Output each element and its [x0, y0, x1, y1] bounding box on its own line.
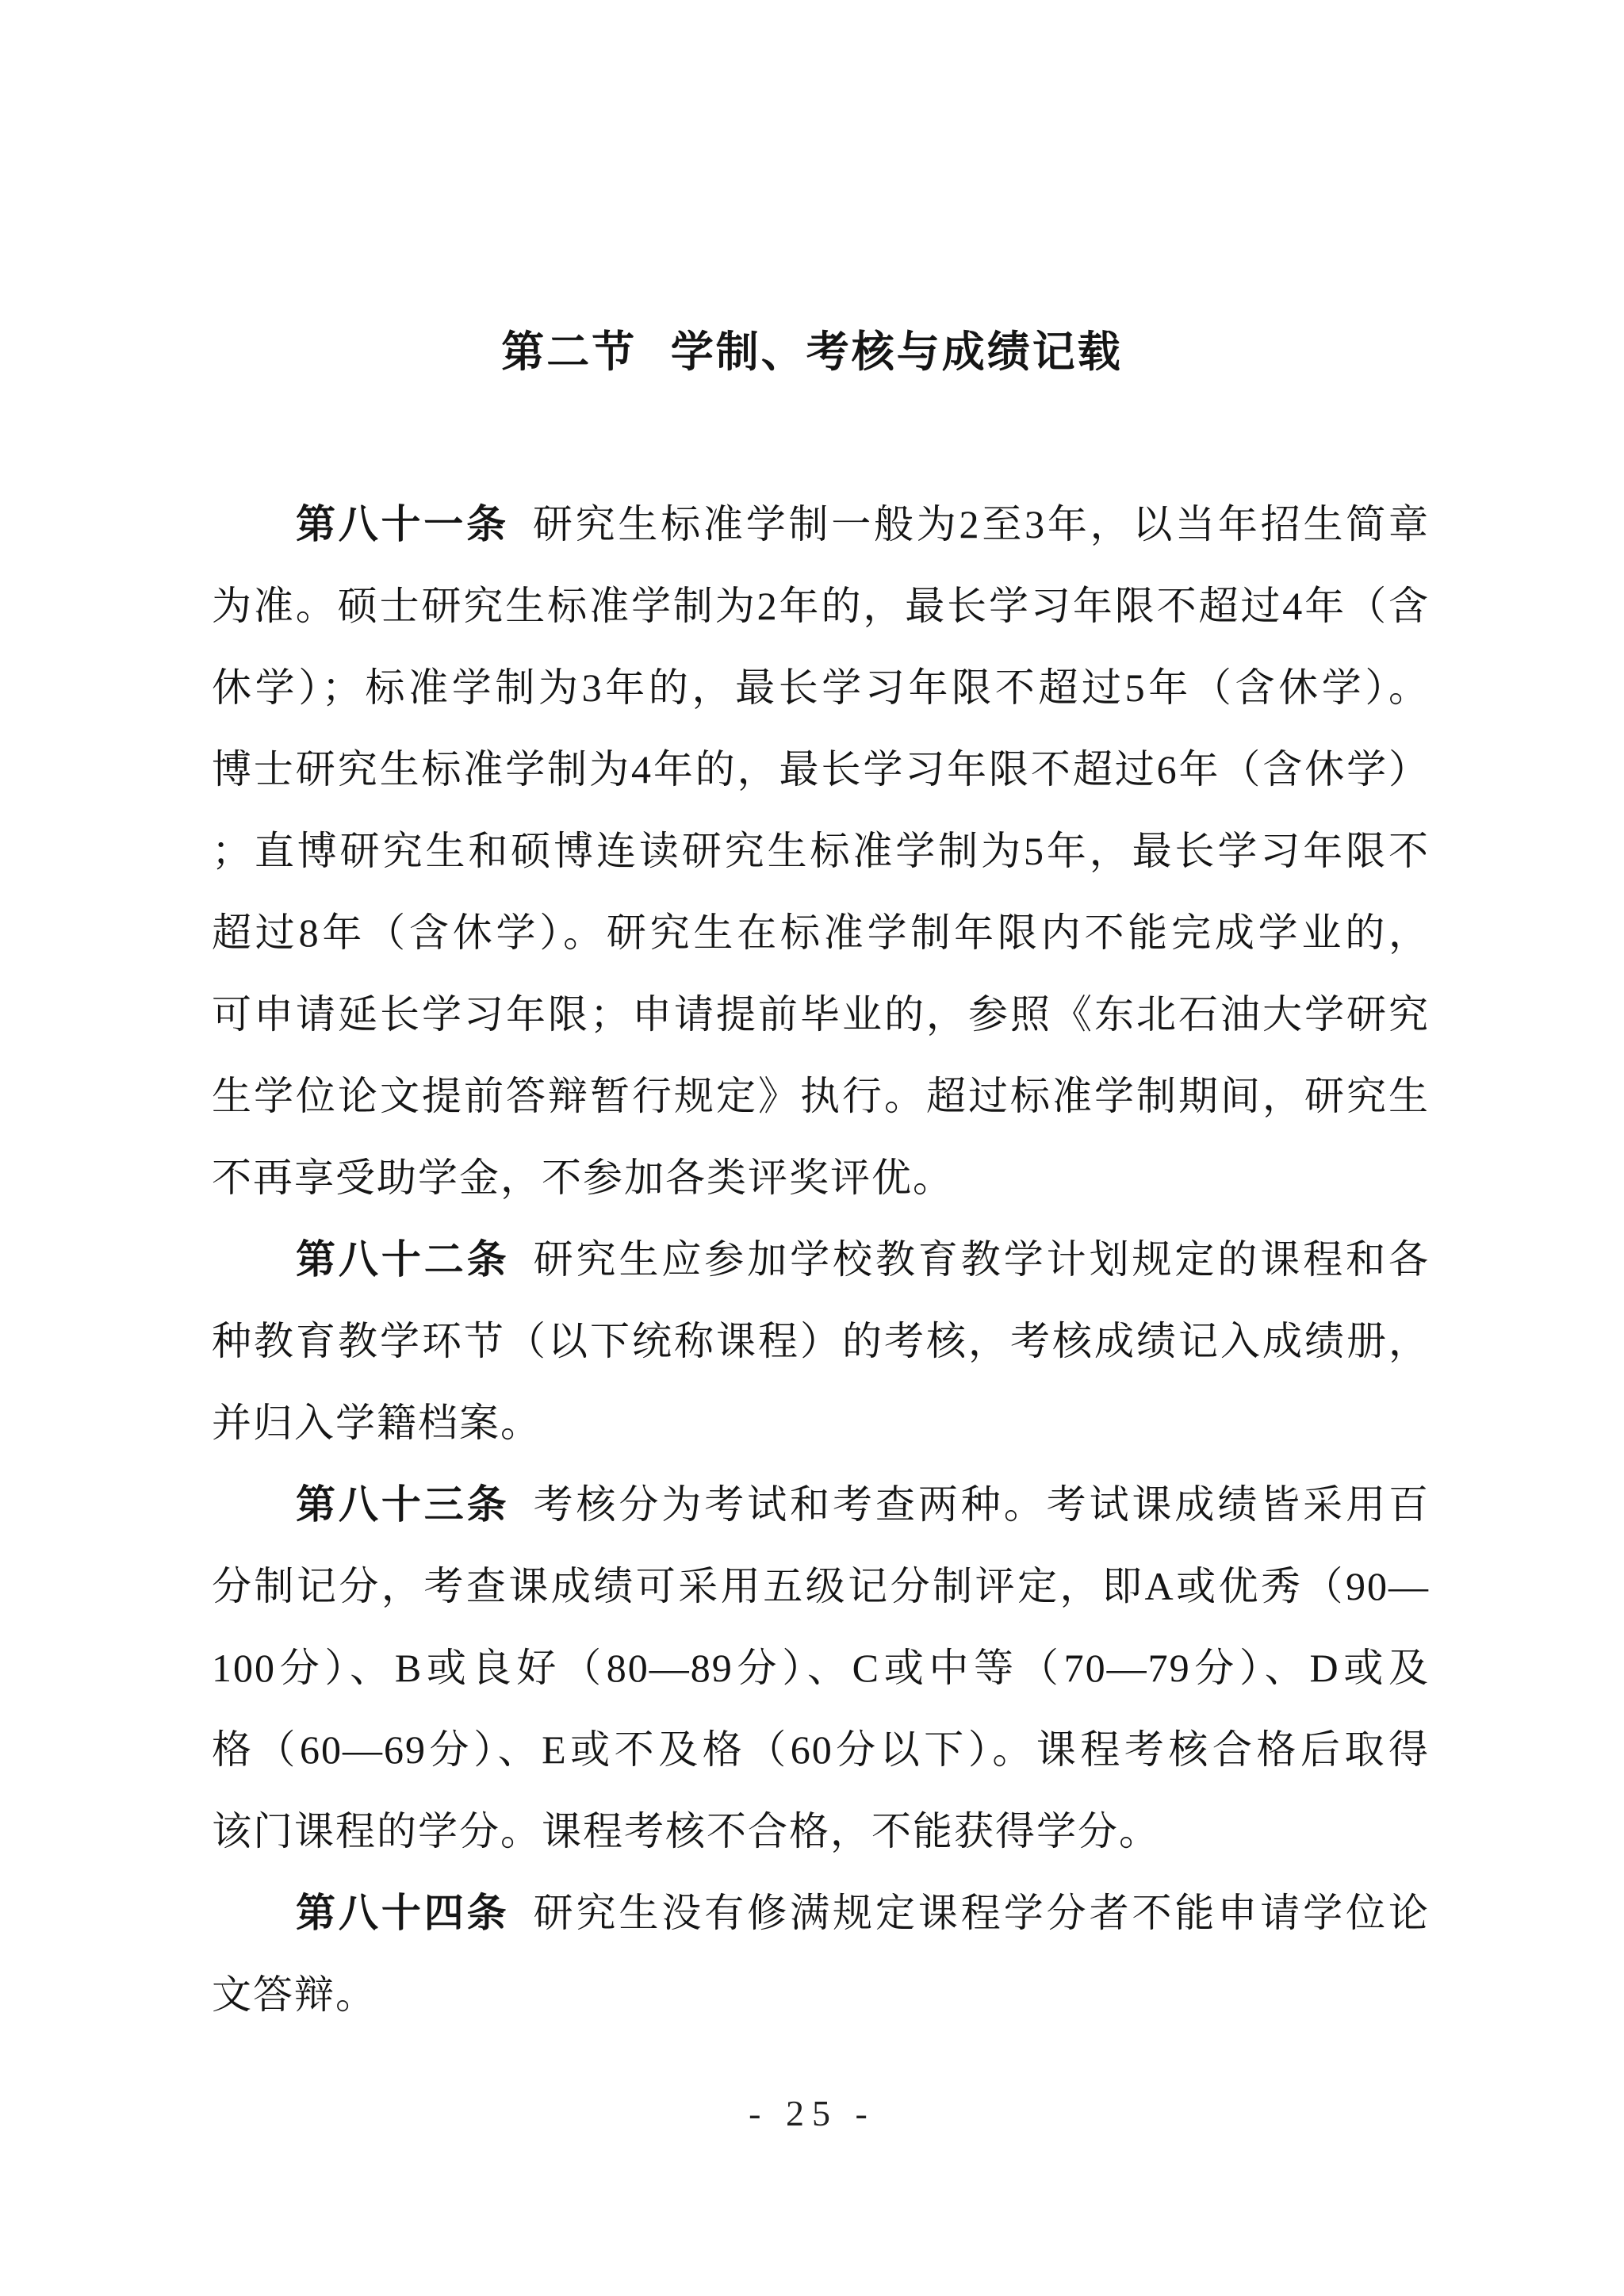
page-number: - 25 - — [749, 2093, 875, 2133]
clause-line: 分制记分，考查课成绩可采用五级记分制评定，即A或优秀（90— — [212, 1564, 1430, 1608]
clause-line: 并归入学籍档案。 — [212, 1401, 542, 1445]
clause-line: 休学）；标准学制为3年的，最长学习年限不超过5年（含休学）。 — [212, 665, 1430, 710]
clause-first-line — [212, 1219, 1430, 1301]
clause-number: 第八十二条 — [296, 1237, 510, 1282]
clause-text: 研究生标准学制一般为2至3年，以当年招生简章 — [532, 502, 1431, 546]
clause-line: 可申请延长学习年限；申请提前毕业的，参照《东北石油大学研究 — [212, 992, 1430, 1037]
clause-text: 研究生应参加学校教育教学计划规定的课程和各 — [533, 1237, 1431, 1282]
clause-line: 为准。硕士研究生标准学制为2年的，最长学习年限不超过4年（含 — [212, 584, 1430, 628]
section-title: 第二节 学制、考核与成绩记载 — [501, 328, 1123, 376]
clause-line: 不再享受助学金，不参加各类评奖评优。 — [212, 1156, 954, 1200]
clause-first-line — [212, 484, 1430, 565]
clause-line: 生学位论文提前答辩暂行规定》执行。超过标准学制期间，研究生 — [212, 1074, 1430, 1118]
clause-text: 考核分为考试和考查两种。考试课成绩皆采用百 — [533, 1482, 1431, 1527]
clause-line: 博士研究生标准学制为4年的，最长学习年限不超过6年（含休学） — [212, 747, 1430, 792]
clause-line: 超过8年（含休学）。研究生在标准学制年限内不能完成学业的， — [212, 910, 1430, 955]
clause-text: 研究生没有修满规定课程学分者不能申请学位论 — [533, 1891, 1431, 1935]
clause-number: 第八十四条 — [296, 1891, 510, 1935]
clause-line: 文答辩。 — [212, 1972, 377, 2017]
clause-number: 第八十三条 — [296, 1482, 510, 1527]
clause-first-line — [212, 1464, 1430, 1546]
clause-number: 第八十一条 — [296, 502, 509, 546]
clause-line: 该门课程的学分。课程考核不合格，不能获得学分。 — [212, 1809, 1160, 1853]
clause-first-line — [212, 1872, 1430, 1954]
document-body — [212, 484, 1430, 2036]
clause-line: 100分）、B或良好（80—89分）、C或中等（70—79分）、D或及 — [212, 1646, 1430, 1690]
clause-line: ；直博研究生和硕博连读研究生标准学制为5年，最长学习年限不 — [212, 829, 1430, 873]
clause-line: 格（60—69分）、E或不及格（60分以下）。课程考核合格后取得 — [212, 1727, 1430, 1772]
clause-line: 种教育教学环节（以下统称课程）的考核，考核成绩记入成绩册， — [212, 1319, 1430, 1363]
